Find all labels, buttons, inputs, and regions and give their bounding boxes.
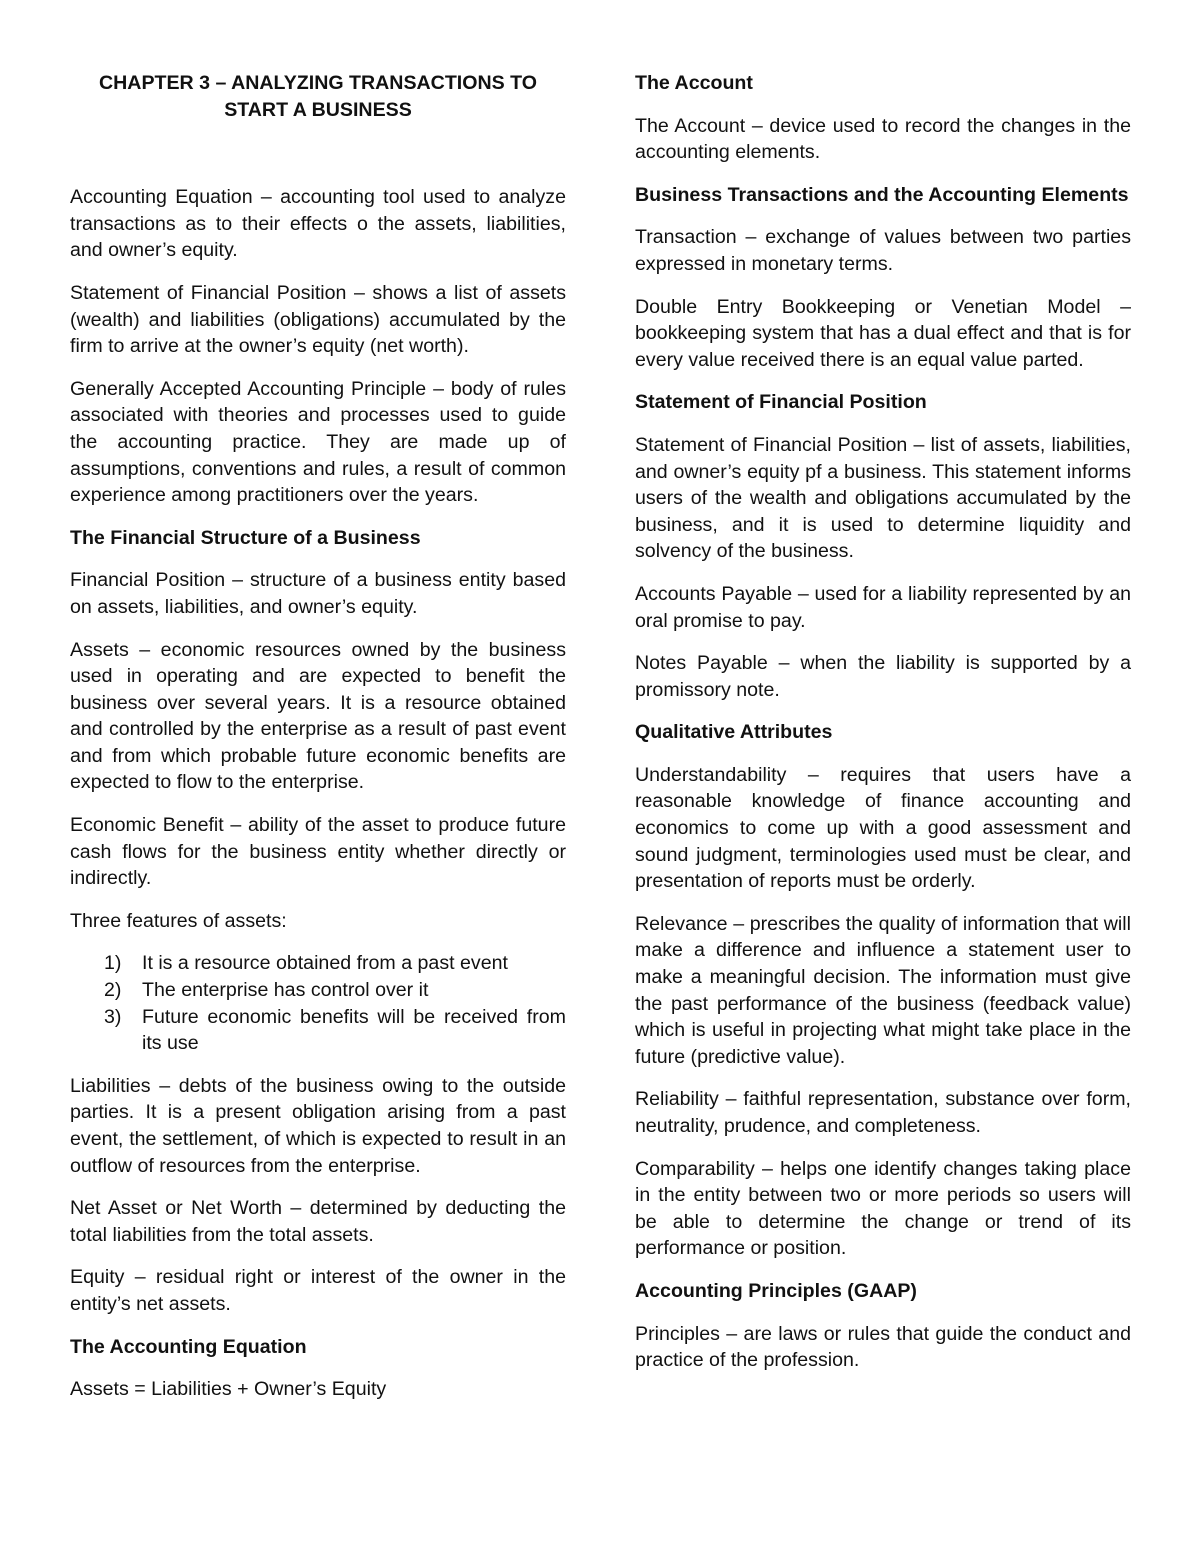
comparability-definition: Comparability – helps one identify changes taking place in the entity between two or more periods so users will be able to determine the change or trend of its performance or position. [635, 1157, 1131, 1260]
qualitative-attributes-heading: Qualitative Attributes [635, 721, 833, 744]
double-entry-definition: Double Entry Bookkeeping or Venetian Model – bookkeeping system that has a dual effect and that is for every value received there is an equal value parted. [635, 295, 1131, 371]
accounts-payable-definition: Accounts Payable – used for a liability represented by an oral promise to pay. [635, 582, 1131, 632]
three-features-intro: Three features of assets: [70, 909, 287, 932]
chapter-title: CHAPTER 3 – ANALYZING TRANSACTIONS TO START A BUSINESS [99, 72, 537, 121]
list-item-number: 1) [104, 952, 122, 975]
list-item-text: Future economic benefits will be received from its use [142, 1005, 566, 1055]
list-item-text: The enterprise has control over it [142, 979, 429, 1002]
assets-definition: Assets – economic resources owned by the business used in operating and are expected to benefit the business over several years. It is a resource obtained and controlled by the enterprise as a result of past event and from which probable future economic benefits are expected to flow to the enterprise. [70, 638, 566, 794]
net-asset-definition: Net Asset or Net Worth – determined by deducting the total liabilities from the total assets. [70, 1197, 566, 1246]
business-transactions-heading: Business Transactions and the Accounting Elements [635, 183, 1129, 206]
list-item-text: It is a resource obtained from a past event [142, 952, 508, 975]
liabilities-definition: Liabilities – debts of the business owing to the outside parties. It is a present obligation arising from a past event, the settlement, of which is expected to result in an outflow of resources from the enterprise. [70, 1074, 566, 1177]
transaction-definition: Transaction – exchange of values between two parties expressed in monetary terms. [635, 226, 1131, 275]
accounting-equation-heading: The Accounting Equation [70, 1335, 307, 1358]
gaap-definition: Generally Accepted Accounting Principle – body of rules associated with theories and processes used to guide the accounting practice. They are made up of assumptions, conventions and rules, a result of common experience among practitioners over the years. [70, 377, 566, 507]
understandability-definition: Understandability – requires that users have a reasonable knowledge of finance accounting and economics to come up with a good assessment and sound judgment, terminologies used must be clear, and presentation of reports must be orderly. [635, 763, 1131, 893]
list-item [70, 950, 566, 977]
financial-position-definition: Financial Position – structure of a business entity based on assets, liabilities, and owner’s equity. [70, 569, 566, 618]
accounting-principles-heading: Accounting Principles (GAAP) [635, 1279, 917, 1302]
list-item [70, 977, 566, 1004]
statement-of-financial-position-heading: Statement of Financial Position [635, 391, 927, 414]
statement-of-financial-position-definition: Statement of Financial Position – shows a list of assets (wealth) and liabilities (obligations) accumulated by the firm to arrive at the owner’s equity (net worth). [70, 281, 566, 358]
equity-definition: Equity – residual right or interest of the owner in the entity’s net assets. [70, 1266, 566, 1315]
list-item-number: 2) [104, 979, 122, 1002]
accounting-equation-formula: Assets = Liabilities + Owner’s Equity [70, 1378, 387, 1401]
asset-features-list [70, 950, 566, 1056]
notes-payable-definition: Notes Payable – when the liability is supported by a promissory note. [635, 652, 1131, 701]
accounting-equation-definition: Accounting Equation – accounting tool used to analyze transactions as to their effects o the assets, liabilities, and owner’s equity. [70, 186, 566, 262]
account-heading: The Account [635, 72, 753, 94]
statement-of-financial-position-detail: Statement of Financial Position – list of assets, liabilities, and owner’s equity pf a business. This statement informs users of the wealth and obligations accumulated by the business, and it is used to determine liquidity and solvency of the business. [635, 433, 1131, 563]
reliability-definition: Reliability – faithful representation, substance over form, neutrality, prudence, and completeness. [635, 1088, 1131, 1137]
list-item-number: 3) [104, 1005, 122, 1028]
financial-structure-heading: The Financial Structure of a Business [70, 526, 421, 549]
relevance-definition: Relevance – prescribes the quality of information that will make a difference and influence a statement user to make a meaningful decision. The information must give the past performance of the business (feedback value) which is useful in projecting what might take place in the future (predictive value). [635, 912, 1131, 1068]
account-definition: The Account – device used to record the changes in the accounting elements. [635, 114, 1131, 164]
list-item [70, 1004, 566, 1057]
principles-definition: Principles – are laws or rules that guide the conduct and practice of the profession. [635, 1322, 1131, 1372]
economic-benefit-definition: Economic Benefit – ability of the asset to produce future cash flows for the business entity whether directly or indirectly. [70, 814, 566, 890]
left-column [70, 70, 566, 1419]
right-column [635, 70, 1131, 1390]
